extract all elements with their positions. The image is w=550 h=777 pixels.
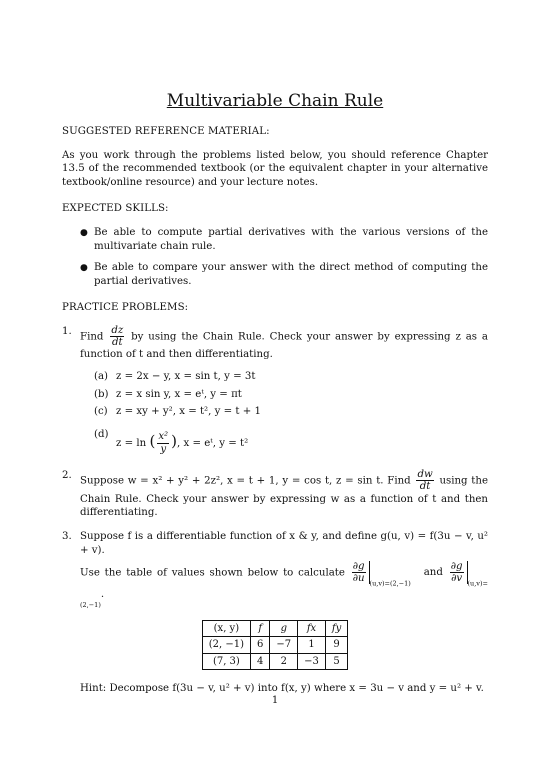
skills-heading: EXPECTED SKILLS: — [62, 203, 169, 214]
reference-text: As you work through the problems listed below, you should reference Chapter 13.5 of the recommended textbook (or the equivalent chapter in your alternative textbook/online resource) and your lecture notes. — [62, 149, 488, 189]
skills-list — [62, 226, 488, 289]
skill-item: ● Be able to compare your answer with the direct method of computing the partial derivatives. — [80, 262, 488, 288]
fraction-dw-dt: $\frac{dw}{dt}$ — [417, 469, 433, 493]
hint-text: Hint: Decompose f(3u − v, u² + v) into f(x, y) where x = 3u − v and y = u² + v. — [80, 683, 484, 695]
table-row: (7, 3) 4 2 −3 5 — [202, 653, 348, 670]
bullet-icon: ● — [80, 263, 88, 274]
reference-heading: SUGGESTED REFERENCE MATERIAL: — [62, 125, 270, 137]
document-page — [62, 90, 488, 696]
problem-2: 2. Suppose w = x² + y² + 2z², x = t + 1, y = cos t, z = sin t. Find $\frac{dw}{dt}$ using the Chain Rule. Check your answer by expressing w as a function of t and then differentiating. — [62, 469, 488, 519]
problem-1d: (d) z = ln ( $\frac{\text{x²}}{y}$ ), x = eᵗ, y = t² — [94, 429, 249, 455]
problem-3: 3. Suppose f is a differentiable function of x & y, and define g(u, v) = f(3u − v, u² + v). Use the table of values shown below to calculate $\frac{\partial g}{\partial u}$ $_{(u,v)=(2,-1)}$ and $\frac{\partial g}{\partial v}$ $_{(u,v)=(2,-1)}$. — [62, 531, 488, 610]
table-row: (2, −1) 6 −7 1 9 — [202, 637, 348, 654]
bullet-icon: ● — [80, 227, 88, 238]
problem-1b: (b) z = x sin y, x = eᵗ, y = πt — [94, 388, 242, 400]
practice-heading: PRACTICE PROBLEMS: — [62, 301, 189, 313]
page-title: Multivariable Chain Rule — [166, 91, 384, 111]
table-header-row: (x, y) f g fx fy — [202, 620, 348, 637]
problem-1a: (a) z = 2x − y, x = sin t, y = 3t — [94, 370, 256, 382]
values-table — [202, 620, 349, 671]
problem-1: 1. Find $\frac{dz}{dt}$ by using the Chain Rule. Check your answer by expressing z as a function of t and then differentiating. (a) z = 2x − y, x = sin t, y = 3t (b) z = x sin y, x = eᵗ, y = πt (c) z = xy + y², x = t², y = t + 1 (d) z = ln ( $\frac{\text{x²}}{y}$ ), x = eᵗ, y = t² — [62, 325, 488, 460]
fraction-dz-dt: $\frac{dz}{dt}$ — [111, 324, 124, 348]
problem-1c: (c) z = xy + y², x = t², y = t + 1 — [94, 406, 261, 418]
page-number: 1 — [271, 695, 279, 706]
skill-item: ● Be able to compute partial derivatives with the various versions of the multivariate chain rule. — [80, 226, 488, 252]
